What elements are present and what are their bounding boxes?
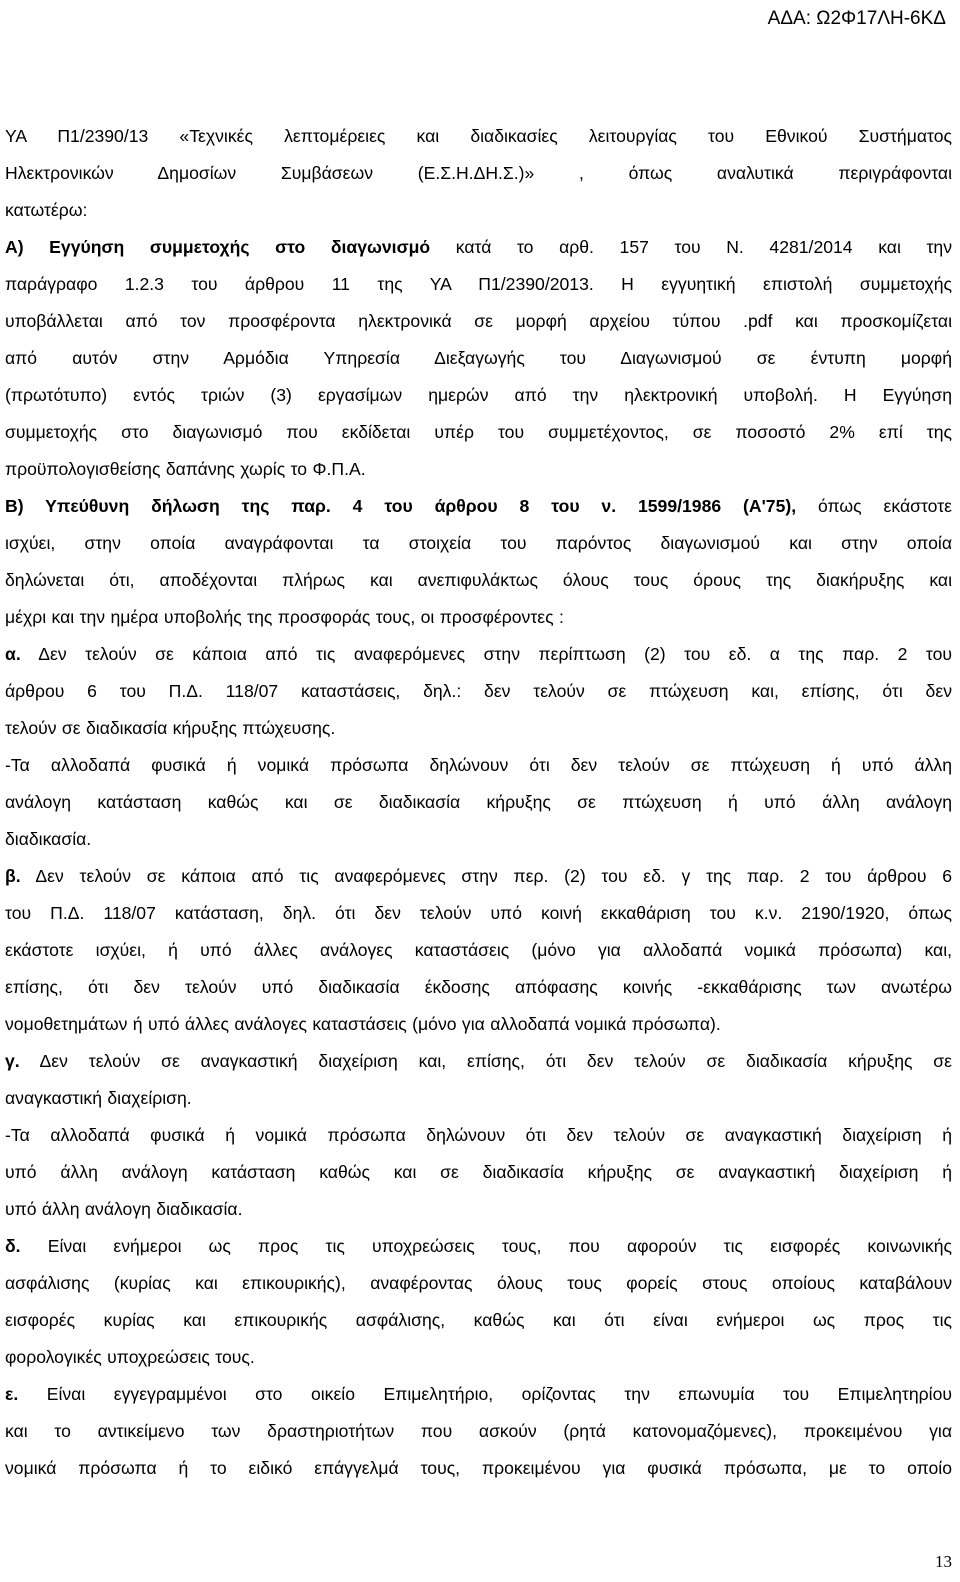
text-line <box>5 192 952 229</box>
text-span: αναγκαστική διαχείριση. <box>5 1088 192 1108</box>
text-span: και το αντικείμενο των δραστηριοτήτων που ασκούν (ρητά κατονομαζόμενες), προκειμένου για <box>5 1421 952 1441</box>
text-line <box>5 1302 952 1339</box>
text-line <box>5 1191 952 1228</box>
text-span: όπως εκάστοτε <box>796 496 952 516</box>
text-span: του Π.Δ. 118/07 κατάσταση, δηλ. ότι δεν τελούν υπό κοινή εκκαθάριση του κ.ν. 2190/1920, όπως <box>5 903 952 923</box>
text-span: Είναι εγγεγραμμένοι στο οικείο Επιμελητήριο, ορίζοντας την επωνυμία του Επιμελητηρίου <box>18 1384 952 1404</box>
text-line <box>5 155 952 192</box>
text-line <box>5 1117 952 1154</box>
text-span: συμμετοχής στο διαγωνισμό που εκδίδεται υπέρ του συμμετέχοντος, σε ποσοστό 2% επί της <box>5 422 952 442</box>
text-line <box>5 1006 952 1043</box>
text-line <box>5 1339 952 1376</box>
text-span: τελούν σε διαδικασία κήρυξης πτώχευσης. <box>5 718 336 738</box>
text-line <box>5 266 952 303</box>
text-span: εισφορές κυρίας και επικουρικής ασφάλισης, καθώς και ότι είναι ενήμεροι ως προς τις <box>5 1310 952 1330</box>
text-line <box>5 710 952 747</box>
text-span: νομοθετημάτων ή υπό άλλες ανάλογες καταστάσεις (μόνο για αλλοδαπά νομικά πρόσωπα). <box>5 1014 721 1034</box>
bold-text: Β) Υπεύθυνη δήλωση της παρ. 4 του άρθρου 8 του ν. 1599/1986 (Α'75), <box>5 496 797 516</box>
text-line <box>5 673 952 710</box>
text-line <box>5 118 952 155</box>
bold-text: α. <box>5 644 21 664</box>
text-line <box>5 1265 952 1302</box>
text-line <box>5 895 952 932</box>
text-span: ανάλογη κατάσταση καθώς και σε διαδικασία κήρυξης σε πτώχευση ή υπό άλλη ανάλογη <box>5 792 952 812</box>
ada-code: ΑΔΑ: Ω2Φ17ΛΗ-6ΚΔ <box>767 8 946 29</box>
text-span: υπό άλλη ανάλογη κατάσταση καθώς και σε διαδικασία κήρυξης σε αναγκαστική διαχείριση ή <box>5 1162 952 1182</box>
text-line <box>5 1043 952 1080</box>
text-span: ΥΑ Π1/2390/13 «Τεχνικές λεπτομέρειες και διαδικασίες λειτουργίας του Εθνικού Συστήματος <box>5 126 952 146</box>
bold-text: Α) Εγγύηση συμμετοχής στο διαγωνισμό <box>5 237 431 257</box>
text-line <box>5 451 952 488</box>
text-line <box>5 414 952 451</box>
text-span: Δεν τελούν σε κάποια από τις αναφερόμενες στην περίπτωση (2) του εδ. α της παρ. 2 του <box>20 644 952 664</box>
text-span: κατωτέρω: <box>5 200 88 220</box>
page-number: 13 <box>935 1552 952 1571</box>
bold-text: γ. <box>5 1051 20 1071</box>
text-line <box>5 636 952 673</box>
text-line <box>5 303 952 340</box>
text-span: κατά το αρθ. 157 του Ν. 4281/2014 και την <box>430 237 952 257</box>
text-line <box>5 488 952 525</box>
text-line <box>5 525 952 562</box>
text-span: υπό άλλη ανάλογη διαδικασία. <box>5 1199 243 1219</box>
text-span: άρθρου 6 του Π.Δ. 118/07 καταστάσεις, δηλ.: δεν τελούν σε πτώχευση και, επίσης, ότι δεν <box>5 681 952 701</box>
text-line <box>5 1376 952 1413</box>
text-line <box>5 1413 952 1450</box>
text-line <box>5 377 952 414</box>
text-line <box>5 784 952 821</box>
text-span: υποβάλλεται από τον προσφέροντα ηλεκτρονικά σε μορφή αρχείου τύπου .pdf και προσκομίζεται <box>5 311 952 331</box>
text-span: (πρωτότυπο) εντός τριών (3) εργασίμων ημερών από την ηλεκτρονική υποβολή. Η Εγγύηση <box>5 385 952 405</box>
text-span: από αυτόν στην Αρμόδια Υπηρεσία Διεξαγωγής του Διαγωνισμού σε έντυπη μορφή <box>5 348 952 368</box>
text-line <box>5 747 952 784</box>
text-line <box>5 1228 952 1265</box>
text-line <box>5 858 952 895</box>
text-line <box>5 932 952 969</box>
text-line <box>5 1154 952 1191</box>
text-span: νομικά πρόσωπα ή το ειδικό επάγγελμά τους, προκειμένου για φυσικά πρόσωπα, με το οποίο <box>5 1458 952 1478</box>
text-line <box>5 562 952 599</box>
text-span: φορολογικές υποχρεώσεις τους. <box>5 1347 255 1367</box>
text-span: -Τα αλλοδαπά φυσικά ή νομικά πρόσωπα δηλώνουν ότι δεν τελούν σε πτώχευση ή υπό άλλη <box>5 755 952 775</box>
text-span: παράγραφο 1.2.3 του άρθρου 11 της ΥΑ Π1/2390/2013. Η εγγυητική επιστολή συμμετοχής <box>5 274 952 294</box>
text-span: -Τα αλλοδαπά φυσικά ή νομικά πρόσωπα δηλώνουν ότι δεν τελούν σε αναγκαστική διαχείριση ή <box>5 1125 952 1145</box>
text-line <box>5 969 952 1006</box>
text-span: προϋπολογισθείσης δαπάνης χωρίς το Φ.Π.Α. <box>5 459 366 479</box>
text-span: δηλώνεται ότι, αποδέχονται πλήρως και ανεπιφυλάκτως όλους τους όρους της διακήρυξης και <box>5 570 952 590</box>
text-line <box>5 1080 952 1117</box>
bold-text: ε. <box>5 1384 19 1404</box>
text-span: εκάστοτε ισχύει, ή υπό άλλες ανάλογες καταστάσεις (μόνο για αλλοδαπά νομικά πρόσωπα) και, <box>5 940 952 960</box>
text-span: μέχρι και την ημέρα υποβολής της προσφοράς τους, οι προσφέροντες : <box>5 607 564 627</box>
text-span: ασφάλισης (κυρίας και επικουρικής), αναφέροντας όλους τους φορείς στους οποίους καταβάλουν <box>5 1273 952 1293</box>
document-body <box>5 118 952 1487</box>
text-span: διαδικασία. <box>5 829 92 849</box>
text-span: Δεν τελούν σε κάποια από τις αναφερόμενες στην περ. (2) του εδ. γ της παρ. 2 του άρθρου 6 <box>20 866 952 886</box>
text-line <box>5 821 952 858</box>
text-line <box>5 1450 952 1487</box>
text-span: Είναι ενήμεροι ως προς τις υποχρεώσεις τους, που αφορούν τις εισφορές κοινωνικής <box>20 1236 952 1256</box>
text-line <box>5 229 952 266</box>
bold-text: δ. <box>5 1236 21 1256</box>
bold-text: β. <box>5 866 21 886</box>
text-line <box>5 340 952 377</box>
text-line <box>5 599 952 636</box>
text-span: ισχύει, στην οποία αναγράφονται τα στοιχεία του παρόντος διαγωνισμού και στην οποία <box>5 533 952 553</box>
text-span: Ηλεκτρονικών Δημοσίων Συμβάσεων (Ε.Σ.Η.ΔΗ.Σ.)» , όπως αναλυτικά περιγράφονται <box>5 163 952 183</box>
text-span: Δεν τελούν σε αναγκαστική διαχείριση και, επίσης, ότι δεν τελούν σε διαδικασία κήρυξης σε <box>19 1051 952 1071</box>
text-span: επίσης, ότι δεν τελούν υπό διαδικασία έκδοσης απόφασης κοινής -εκκαθάρισης των ανωτέρω <box>5 977 952 997</box>
